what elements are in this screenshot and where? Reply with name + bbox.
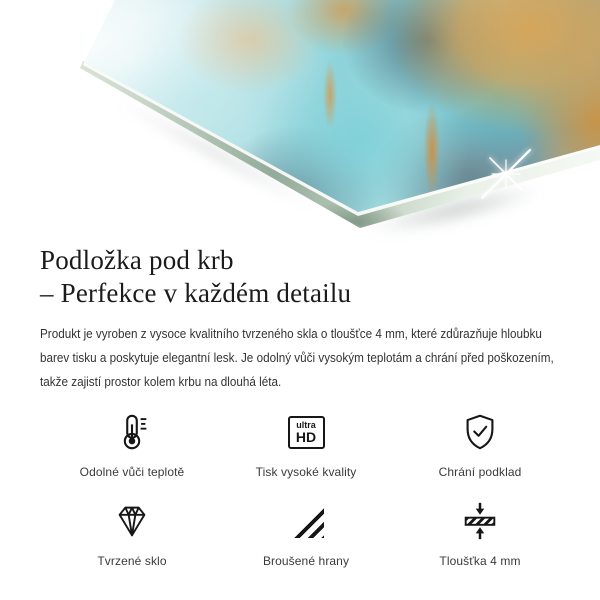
feature-label: Tisk vysoké kvality	[255, 465, 357, 479]
shield-check-icon	[459, 410, 501, 454]
polished-edges-icon	[288, 499, 324, 543]
page-title-line2: – Perfekce v každém detailu	[40, 278, 352, 308]
product-description	[40, 322, 572, 394]
features-grid	[45, 410, 567, 568]
ultra-hd-icon-text-bottom: HD	[295, 428, 317, 445]
thermometer-icon	[111, 410, 153, 454]
ultra-hd-icon	[288, 410, 325, 454]
page-title-line1: Podložka pod krb	[40, 245, 234, 275]
page-title	[40, 244, 572, 310]
description-line: takže zajistí prostor kolem krbu na dlouhá léta.	[40, 374, 282, 389]
feature-print-quality	[256, 410, 357, 479]
product-hero-image	[0, 0, 600, 242]
description-line: Produkt je vyroben z vysoce kvalitního tvrzeného skla o tloušťce 4 mm, které zdůrazňuje hloubku	[40, 326, 542, 341]
diamond-icon	[111, 499, 153, 543]
feature-label: Tloušťka 4 mm	[439, 554, 521, 568]
feature-label: Chrání podklad	[438, 465, 522, 479]
sparkle-glint-icon	[474, 142, 538, 206]
description-line: barev tisku a poskytuje elegantní lesk. Je odolný vůči vysokým teplotám a chrání před poškozením,	[40, 350, 554, 365]
feature-label: Odolné vůči teplotě	[79, 465, 185, 479]
ultra-hd-icon-text-top: ultra	[296, 419, 316, 430]
feature-protects-surface	[439, 410, 522, 479]
feature-label: Tvrzené sklo	[97, 554, 167, 568]
feature-tempered-glass	[97, 499, 166, 568]
feature-polished-edges	[263, 499, 349, 568]
feature-thickness	[439, 499, 520, 568]
thickness-icon	[459, 499, 501, 543]
feature-heat-resistant	[80, 410, 185, 479]
feature-label: Broušené hrany	[262, 554, 350, 568]
product-info-section	[0, 244, 600, 568]
